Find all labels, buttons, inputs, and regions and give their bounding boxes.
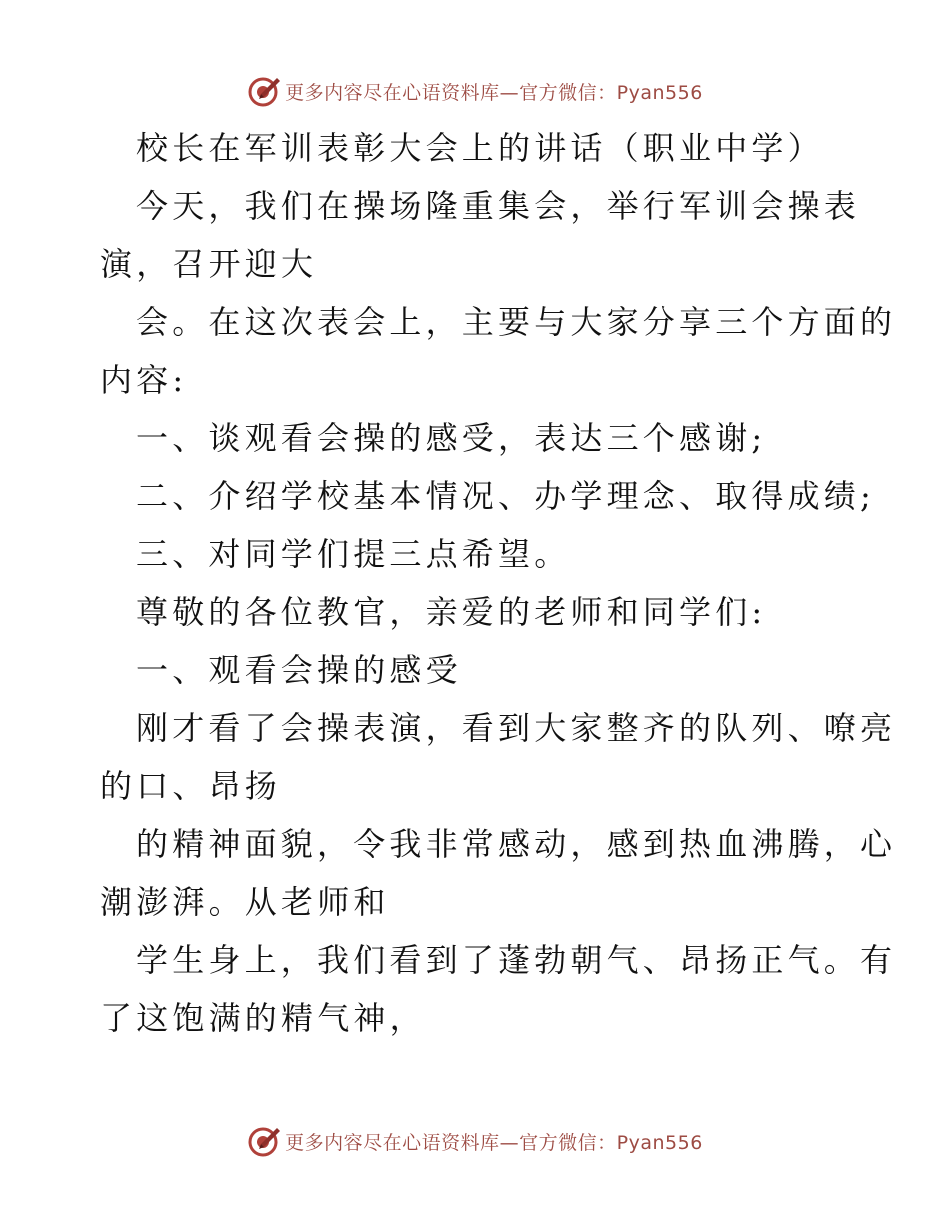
text-line: 潮澎湃。从老师和 [100,883,390,921]
text-line: 一、谈观看会操的感受，表达三个感谢; [136,419,767,457]
footer-banner [0,1121,950,1161]
text-line: 学生身上，我们看到了蓬勃朝气、昂扬正气。有 [136,941,897,979]
text-line: 会。在这次表会上，主要与大家分享三个方面的 [136,303,897,341]
header-banner-text: 更多内容尽在心语资料库—官方微信：Pyan556 [285,81,703,104]
text-line: 刚才看了会操表演，看到大家整齐的队列、嘹亮 [136,709,897,747]
document-title: 校长在军训表彰大会上的讲话（职业中学） [136,129,824,167]
text-line: 二、介绍学校基本情况、办学理念、取得成绩; [136,477,875,515]
footer-banner-text: 更多内容尽在心语资料库—官方微信：Pyan556 [285,1131,703,1154]
text-line: 今天，我们在操场隆重集会，举行军训会操表 [136,187,861,225]
text-line: 的精神面貌，令我非常感动，感到热血沸腾，心 [136,825,897,863]
text-line: 了这饱满的精气神， [100,999,426,1037]
text-line: 演，召开迎大 [100,245,318,283]
text-line: 的口、昂扬 [100,767,282,805]
text-line: 内容: [100,361,188,399]
section-heading: 一、观看会操的感受 [136,651,462,689]
text-line: 三、对同学们提三点希望。 [136,535,571,573]
red-pen-logo-icon [247,1124,281,1158]
text-line: 尊敬的各位教官，亲爱的老师和同学们: [136,593,767,631]
